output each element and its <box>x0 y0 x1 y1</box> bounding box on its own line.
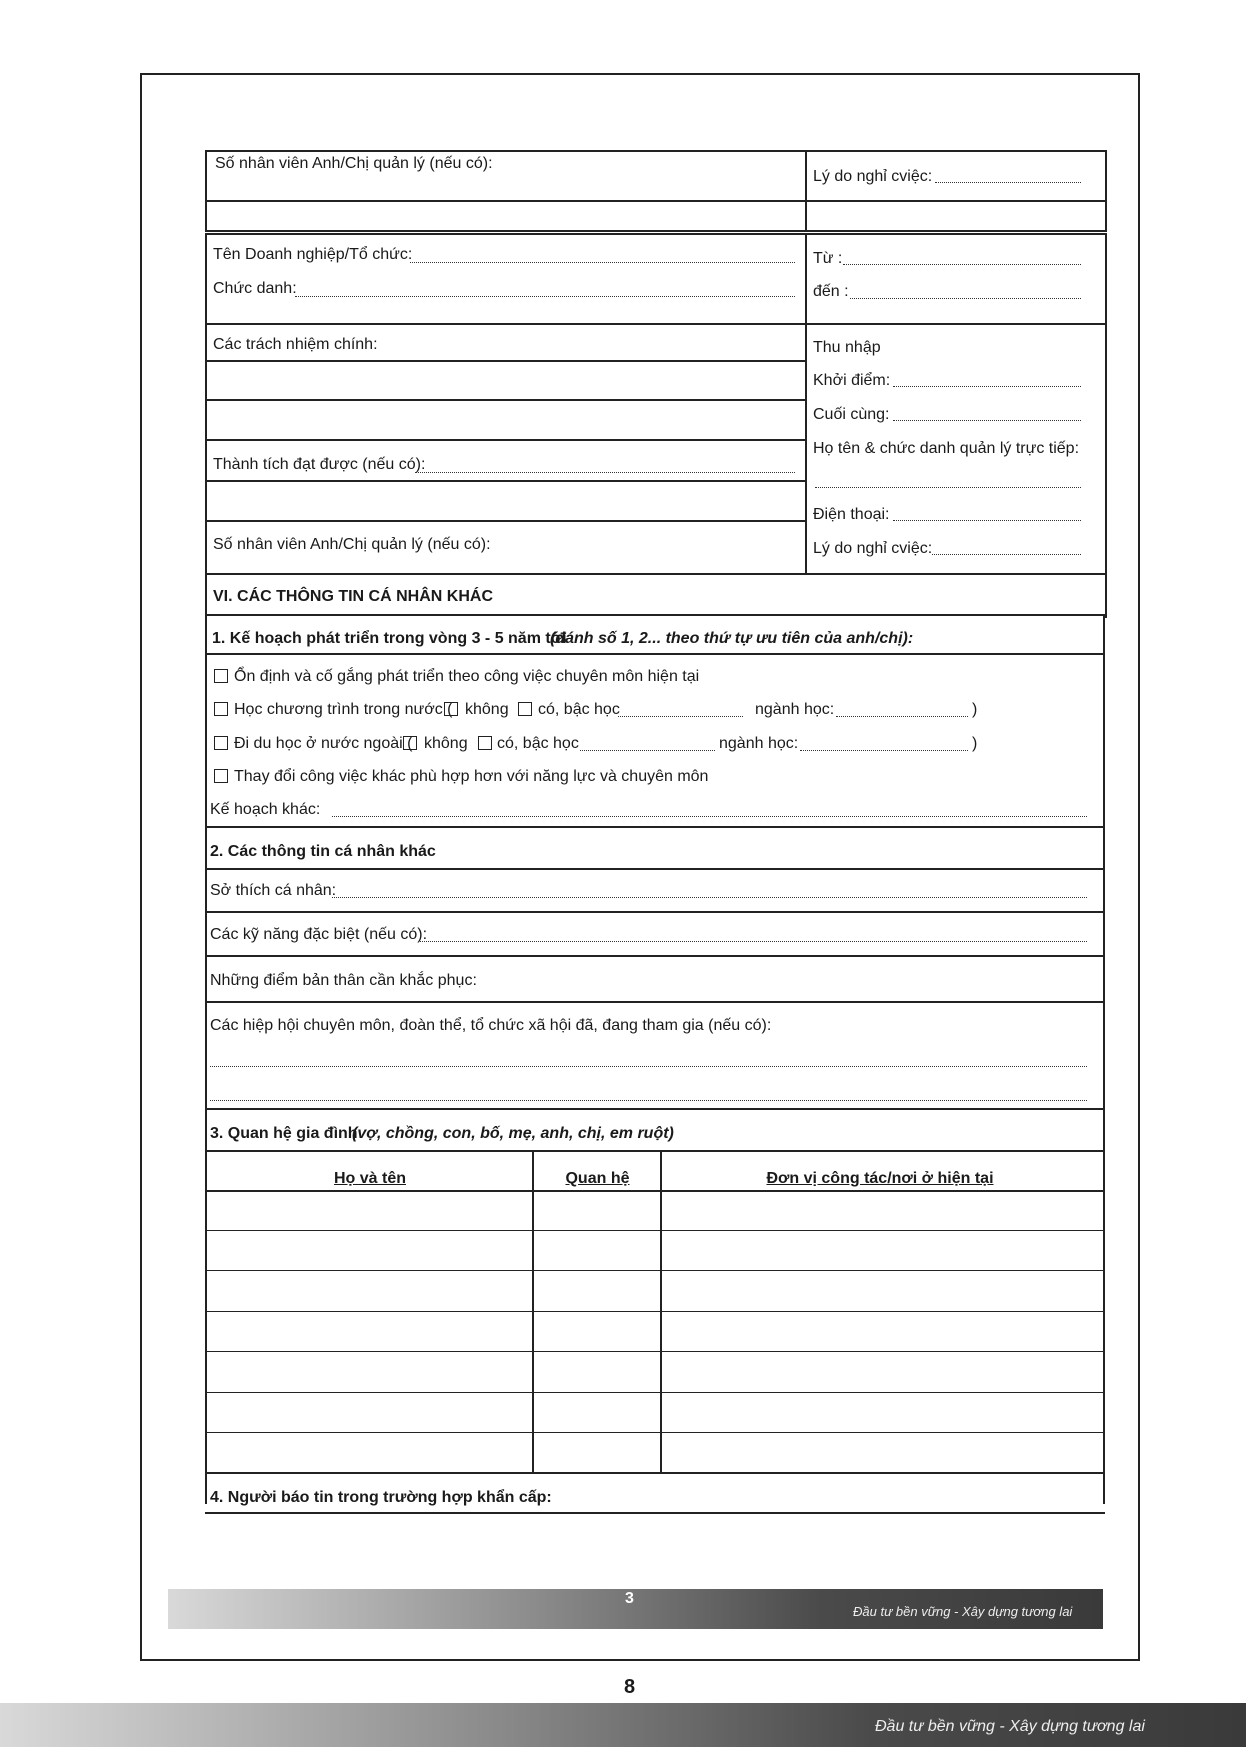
to-label: đến : <box>813 283 849 300</box>
plan-title: 1. Kế hoạch phát triển trong vòng 3 - 5 năm tới <box>212 630 567 647</box>
manager-label: Họ tên & chức danh quản lý trực tiếp: <box>813 440 1080 457</box>
associations-field-2[interactable] <box>210 1100 1087 1101</box>
plan-option-2-no-label: không <box>465 701 509 718</box>
plan-option-3-yes-checkbox[interactable] <box>478 736 492 750</box>
start-income-label: Khởi điểm: <box>813 372 891 389</box>
plan-option-1-label: Ổn định và cố gắng phát triển theo công việc chuyên môn hiện tại <box>234 668 700 685</box>
skills-field[interactable] <box>420 941 1087 942</box>
start-income-field[interactable] <box>893 386 1081 387</box>
table-row <box>205 1351 1103 1352</box>
achievements-field[interactable] <box>415 472 795 473</box>
phone-label: Điện thoại: <box>813 506 890 523</box>
page-frame <box>140 73 1140 1661</box>
plan-option-3-no-label: không <box>424 735 468 752</box>
plan-option-3-no-checkbox[interactable] <box>403 736 417 750</box>
table-row <box>205 1392 1103 1393</box>
managed-count-label: Số nhân viên Anh/Chị quản lý (nếu có): <box>215 155 493 172</box>
plan-option-3-major-label: ngành học: <box>719 735 799 752</box>
plan-note: (đánh số 1, 2... theo thứ tự ưu tiên của anh/chị): <box>550 630 914 647</box>
family-header-workplace: Đơn vị công tác/nơi ở hiện tại <box>766 1170 994 1187</box>
plan-option-3-yes-label: có, bậc học <box>497 735 579 752</box>
plan-option-3-checkbox[interactable] <box>214 736 228 750</box>
plan-option-3-close: ) <box>972 735 978 752</box>
family-header-name: Họ và tên <box>333 1170 406 1187</box>
other-plan-field[interactable] <box>332 816 1087 817</box>
job-managed-count-label: Số nhân viên Anh/Chị quản lý (nếu có): <box>213 536 491 553</box>
company-label: Tên Doanh nghiệp/Tổ chức: <box>213 246 413 263</box>
final-income-label: Cuối cùng: <box>813 406 890 423</box>
plan-option-2-yes-checkbox[interactable] <box>518 702 532 716</box>
associations-field-1[interactable] <box>210 1066 1087 1067</box>
plan-option-2-major-field[interactable] <box>836 716 968 717</box>
hobby-label: Sở thích cá nhân: <box>210 882 337 899</box>
section6-title: VI. CÁC THÔNG TIN CÁ NHÂN KHÁC <box>213 588 493 605</box>
plan-option-2-no-checkbox[interactable] <box>444 702 458 716</box>
plan-option-4-checkbox[interactable] <box>214 769 228 783</box>
other-plan-label: Kế hoạch khác: <box>210 801 321 818</box>
from-field[interactable] <box>843 264 1081 265</box>
family-title: 3. Quan hệ gia đình <box>210 1125 358 1142</box>
plan-option-4-label: Thay đổi công việc khác phù hợp hơn với năng lực và chuyên môn <box>234 768 709 785</box>
duties-label: Các trách nhiệm chính: <box>213 336 378 353</box>
phone-field[interactable] <box>893 520 1081 521</box>
plan-option-2-close: ) <box>972 701 978 718</box>
table-row <box>205 1230 1103 1231</box>
final-income-field[interactable] <box>893 420 1081 421</box>
associations-label: Các hiệp hội chuyên môn, đoàn thể, tổ chức xã hội đã, đang tham gia (nếu có): <box>210 1017 772 1034</box>
personal-title: 2. Các thông tin cá nhân khác <box>210 843 436 860</box>
leave-reason-field[interactable] <box>935 182 1081 183</box>
family-note: (vợ, chồng, con, bố, mẹ, anh, chị, em ruột) <box>352 1125 674 1142</box>
page-number: 8 <box>624 1676 636 1698</box>
plan-option-2-major-label: ngành học: <box>755 701 835 718</box>
family-header-relation: Quan hệ <box>565 1170 630 1187</box>
plan-option-2-yes-label: có, bậc học <box>538 701 620 718</box>
plan-option-1-checkbox[interactable] <box>214 669 228 683</box>
job-title-label: Chức danh: <box>213 280 297 297</box>
plan-option-2-level-field[interactable] <box>618 716 743 717</box>
table-row <box>205 1270 1103 1271</box>
to-field[interactable] <box>850 298 1081 299</box>
from-label: Từ : <box>813 250 843 267</box>
plan-option-3-level-field[interactable] <box>580 750 715 751</box>
job-leave-reason-field[interactable] <box>932 554 1081 555</box>
income-label: Thu nhập <box>813 339 881 356</box>
table-row <box>205 1432 1103 1433</box>
job-leave-reason-label: Lý do nghỉ cviệc: <box>813 540 933 557</box>
achievements-label: Thành tích đạt được (nếu có): <box>213 456 426 473</box>
inner-slogan: Đầu tư bền vững - Xây dựng tương lai <box>853 1604 1073 1619</box>
outer-slogan: Đầu tư bền vững - Xây dựng tương lai <box>875 1718 1145 1735</box>
emergency-title: 4. Người báo tin trong trường hợp khẩn cấp: <box>210 1489 552 1506</box>
skills-label: Các kỹ năng đặc biệt (nếu có): <box>210 926 428 943</box>
plan-option-2-label: Học chương trình trong nước ( <box>234 701 453 718</box>
weakness-label: Những điểm bản thân cần khắc phục: <box>210 972 477 989</box>
company-field[interactable] <box>410 262 795 263</box>
job-title-field[interactable] <box>295 296 795 297</box>
plan-option-2-checkbox[interactable] <box>214 702 228 716</box>
plan-option-3-major-field[interactable] <box>800 750 968 751</box>
plan-option-3-label: Đi du học ở nước ngoài ( <box>234 735 413 752</box>
manager-field[interactable] <box>815 487 1081 488</box>
leave-reason-label: Lý do nghỉ cviệc: <box>813 168 933 185</box>
hobby-field[interactable] <box>332 897 1087 898</box>
table-row <box>205 1311 1103 1312</box>
inner-page-number: 3 <box>625 1590 634 1607</box>
